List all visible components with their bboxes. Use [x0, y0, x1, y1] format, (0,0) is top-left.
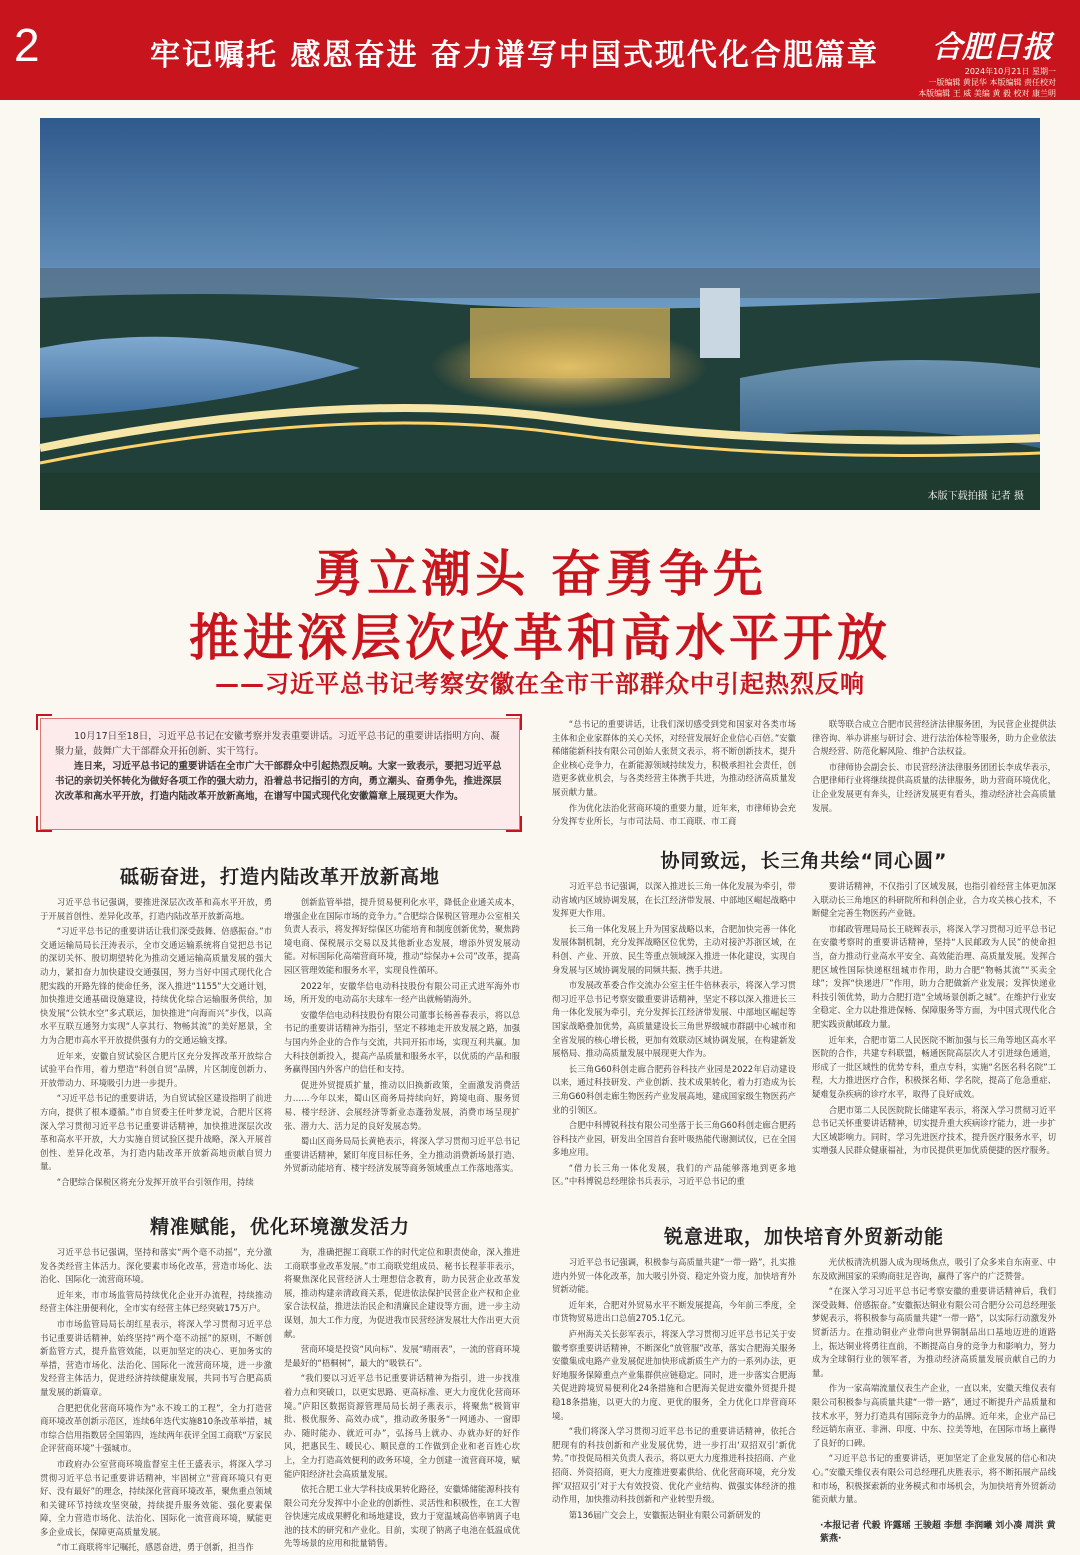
- paragraph: “在深入学习习近平总书记考察安徽的重要讲话精神后，我们深受鼓舞、倍感振奋。”安徽振达铜业有限公司合肥分公司总经理张梦妮表示，将积极参与高质量共建“一带一路”，以实际行动激发外贸新活力。在推动铜业产业带向世界铜制品出口基地迈进的道路上，振达铜业将勇往直前，不断提高自身的竞争力和影响力，努力成为全球铜行业的领军者，为推动经济高质量发展贡献自己的力量。: [812, 1286, 1056, 1378]
- editors-line-1: 一版编辑 黄昆华 本版编辑 责任校对: [928, 78, 1056, 87]
- paragraph: 安徽华信电动科技股份有限公司董事长杨善春表示，将以总书记的重要讲话精神为指引，坚定不移地走开放发展之路，加强与国内外企业的合作与交流，共同开拓市场，实现互利共赢。加大科技创新投入，提高产品质量和服务水平，以优质的产品和服务赢得国内外客户的信任和支持。: [284, 1009, 520, 1075]
- paragraph: 合肥把优化营商环境作为“永不竣工的工程”，全力打造营商环境改革创新示范区，连续6年迭代实施810条改革举措，城市综合信用指数居全国第四，连续两年获评全国工商联“万家民企评营商环境”十强城市。: [40, 1402, 272, 1454]
- publication-info: [856, 66, 1056, 99]
- article-column: [812, 718, 1056, 828]
- paragraph: “我们要以习近平总书记重要讲话精神为指引，进一步找准着力点和突破口，以更实思路、更高标准、更大力度优化营商环境。”庐阳区数据资源管理局局长胡子燕表示，将聚焦“极简审批、极优服务、高效办成”，推动政务服务“一网通办、一窗即办、随时能办、就近可办”，弘扬马上就办、办就办好的好作风，把惠民生、暖民心、顺民意的工作做到企业和老百姓心坎上，全力打造高效便利的政务环境，全力创建一流营商环境，赋能庐阳经济社会高质量发展。: [284, 1373, 520, 1479]
- paragraph: “借力长三角一体化发展，我们的产品能够落地到更多地区。”中科博锐总经理徐书兵表示，习近平总书记的重: [552, 1162, 796, 1187]
- intro-box: [40, 718, 520, 830]
- article-column: [40, 1246, 272, 1553]
- paragraph: “合肥综合保税区将充分发挥开放平台引领作用，持续: [56, 1176, 254, 1187]
- paragraph: 近年来，合肥市第二人民医院不断加强与长三角等地区高水平医院的合作，共建专科联盟，畅通医院高层次人才引进绿色通道，形成了一批区域性的优势专科，重点专科，实施“名医名科名院”工程，大力推进医疗合作，积极探名师、学名院，提高了危急重症、疑难复杂疾病的诊疗水平，取得了良好成效。: [812, 1034, 1056, 1099]
- paragraph: 市发展改革委合作交流办公室主任牛倍林表示，将深入学习贯彻习近平总书记考察安徽重要讲话精神，坚定不移以深入推进长三角一体化发展为牵引，充分发挥长江经济带发展、中部地区崛起等国家战略叠加优势，高质量建设长三角世界级城市群副中心城市和全省发展的核心增长极，更加有效联动区域协调发展，在构建新发展格局、推动高质量发展中展现更大作为。: [552, 980, 796, 1059]
- paragraph: 市邮政管理局局长王晓辉表示，将深入学习贯彻习近平总书记在安徽考察时的重要讲话精神，坚持“人民邮政为人民”的使命担当，奋力推动行业高水平安全、高效能治理、高质量发展。发挥合肥区域性国际快递枢纽城市作用，助力合肥“物畅其流”“买卖全球”；发挥“快递进厂”作用，助力合肥做新产业发展；发挥快递业科技引领优势，助力合肥打造“全域场景创新之城”。在维护行业安全稳定、全力以赴推进保畅、保障服务等方面，为中国式现代化合肥实践贡献邮政力量。: [812, 923, 1056, 1029]
- paragraph: 庐州海关关长彭军表示，将深入学习贯彻习近平总书记关于安徽考察重要讲话精神，不断深化“放管服”改革，落实合肥海关服务安徽集成电路产业发展促进加快形成新质生产力的一系列办法，更好地服务保障重点产业集群供应链稳定。同时，进一步落实合肥海关促进跨境贸易便利化24条措施和合肥海关促进安徽外贸提升提稳18条措施，以更大的力度、更优的服务，全力优化口岸营商环境。: [552, 1328, 796, 1421]
- paragraph: 近年来，安徽自贸试验区合肥片区充分发挥改革开放综合试验平台作用，着力塑造“科创自贸”品牌，片区制度创新力、开放带动力、环境吸引力进一步提升。: [40, 1050, 272, 1088]
- paragraph: “习近平总书记的重要讲话，为自贸试验区建设指明了前进方向，提供了根本遵循。”市自贸委主任叶梦龙说，合肥片区将深入学习贯彻习近平总书记重要讲话精神，加快推进深层次改革和高水平开放，大力实施自贸试验区提升战略，深入开展首创性、差异化改革，为打造内陆改革开放新高地贡献自贸力量。: [40, 1093, 272, 1172]
- paragraph: 习近平总书记强调，以深入推进长三角一体化发展为牵引，带动省域内区域协调发展，在长江经济带发展、中部地区崛起战略中发挥更大作用。: [552, 881, 796, 919]
- main-headline-line-1: 勇立潮头 奋勇争先: [313, 545, 767, 603]
- paragraph: “总书记的重要讲话，让我们深切感受到党和国家对各类市场主体和企业家群体的关心关怀，对经营发展好企业信心百倍。”安徽稀储能新科技有限公司创始人张贤文表示，将不断创新技术，提升企业核心竞争力，在新能源领域持续发力，积极承担社会责任，创造更多就业机会，与各类经营主体携手共进，为推动经济高质量发展贡献力量。: [552, 719, 796, 797]
- article-column: [40, 896, 272, 1198]
- main-headline-line-2: 推进深层次改革和高水平开放: [189, 609, 891, 667]
- pub-date: 2024年10月21日 星期一: [964, 67, 1056, 76]
- reporter-byline: ·本报记者 代毅 许露瑶 王骏超 李想 李润曦 刘小凑 周洪 黄紫燕·: [820, 1521, 1056, 1544]
- paragraph: 蜀山区商务局局长黄艳表示，将深入学习贯彻习近平总书记重要讲话精神，紧盯年度目标任务，全力推动消费新场景打造、外贸新动能培育、楼宇经济发展等商务领域重点工作落地落实。: [284, 1136, 520, 1174]
- paragraph: 创新监管举措，提升贸易便利化水平，降低企业通关成本，增强企业在国际市场的竞争力。”合肥综合保税区管理办公室相关负责人表示，将发挥好综保区功能培育和制度创新优势，聚焦跨境电商、保税展示交易以及其他新业态发展，增添外贸发展动能。对标国际化高端营商环境，推动“综保办+公司”改革，提高园区管理效能和服务水平，实现良性循环。: [284, 897, 520, 975]
- paragraph: “我们将深入学习贯彻习近平总书记的重要讲话精神，依托合肥现有的科技创新和产业发展优势，进一步打出‘双招双引’新优势。”市投促局相关负责人表示，将以更大力度推进科技招商、产业招商、外资招商，更大力度推进要素供给、优化营商环境，充分发挥‘双招双引’对于大有效投资、优化产业结构、做强实体经济的推动作用，加快推动科技创新和产业转型升级。: [552, 1426, 796, 1505]
- paragraph: 促进外贸提质扩量，推动以旧换新政策，全面激发消费活力……今年以来，蜀山区商务局持续向好，跨境电商、服务贸易、楼宇经济、会展经济等新业态蓬勃发展，消费市场呈现扩张、潜力大、活力足的良好发展态势。: [284, 1079, 520, 1131]
- paragraph: 依托合肥工业大学科技成果转化路径，安徽烯储能源科技有限公司充分发挥中小企业的创新性、灵活性和积极性，在工大智谷快速完成成果孵化和场地建设，致力于宽温域高倍率钠离子电池的技术的研究和产业化。目前，实现了钠离子电池在低温成优先等场景的应用和批量销售。: [284, 1484, 520, 1549]
- paragraph: 合肥中科博锐科技有限公司坐落于长三角G60科创走廊合肥药谷科技产业园，研发出全国首台套叶吸热能代谢测试仪，已在全国多地应用。: [552, 1120, 796, 1158]
- paragraph: 联等联合成立合肥市民营经济法律服务团，为民营企业提供法律咨询、举办讲座与研讨会、进行法治体检等服务，助力企业依法合规经营、防范化解风险、维护合法权益。: [812, 719, 1056, 757]
- article-column: [284, 1246, 520, 1549]
- paragraph: “习近平总书记的重要讲话让我们深受鼓舞、倍感振奋。”市交通运输局局长汪涛表示，全市交通运输系统将自觉把总书记的深切关怀、殷切期望转化为推动交通运输高质量发展的强大动力，紧扣奋力加快建设交通强国，努力当好中国式现代化合肥实践的开路先锋的使命任务，深入推进“1155”大交通计划，加快推进交通基础设施建设，持续优化综合运输服务供给，加快发展“公铁水空”多式联运，加快推进“向海而兴”步伐，以高水平互联互通努力实现“人享其行、物畅其流”的美好愿景，全力为合肥市高水平开放提供强有力的交通运输支撑。: [40, 926, 272, 1045]
- paragraph: 习近平总书记强调，坚持和落实“两个毫不动摇”，充分激发各类经营主体活力。深化要素市场化改革，营造市场化、法治化、国际化一流营商环境。: [40, 1247, 272, 1285]
- intro-corner-decoration: [506, 816, 522, 832]
- paragraph: 近年来，合肥对外贸易水平不断发展提高，今年前三季度，全市货物贸易进出口总值2705.1亿元。: [552, 1299, 796, 1324]
- banner-title: 牢记嘱托 感恩奋进 奋力谱写中国式现代化合肥篇章: [150, 38, 879, 73]
- paragraph: 习近平总书记强调，要推进深层次改革和高水平开放，勇于开展首创性、差异化改革，打造内陆改革开放新高地。: [40, 897, 272, 921]
- paragraph: 近年来，市市场监管局持续优化企业开办流程，持续推动经营主体注册便利化，全市实有经营主体已经突破175万户。: [40, 1289, 272, 1314]
- newspaper-logo: 合肥日报: [932, 30, 1052, 65]
- article-column: [284, 896, 520, 1198]
- paragraph: 市市场监管局局长胡红星表示，将深入学习贯彻习近平总书记重要讲话精神，始终坚持“两个毫不动摇”的原则，不断创新监管方式，提升监管效能，以更加坚定的决心、更加务实的举措，营造市场化、法治化、国际化一流营商环境，进一步激发经营主体活力，促进经济持续健康发展，共同书写合肥高质量发展的新篇章。: [40, 1318, 272, 1397]
- paragraph: 2022年，安徽华信电动科技股份有限公司正式进军海外市场，所开发的电动高尔夫球车一经产出就畅销海外。: [284, 980, 520, 1005]
- paragraph: 为，准确把握工商联工作的时代定位和职责使命，深入推进工商联事业改革发展。”市工商联党组成员、秘书长程菲菲表示，将聚焦深化民营经济人士理想信念教育，助力民营企业改革发展，推动构建亲清政商关系，促进依法保护民营企业产权和企业家合法权益，推进法治民企和清廉民企建设等方面，进一步主动谋划，加大工作力度，为促进我市民营经济发展壮大作出更大贡献。: [284, 1247, 520, 1339]
- article-column: [812, 880, 1056, 1202]
- paragraph: 作为优化法治化营商环境的重要力量，近年来，市律师协会充分发挥专业所长，与市司法局、市工商联、市工商: [552, 802, 796, 827]
- intro-paragraph-2: 连日来，习近平总书记的重要讲话在全市广大干部群众中引起热烈反响。大家一致表示，要把习近平总书记的亲切关怀转化为做好各项工作的强大动力，沿着总书记指引的方向，勇立潮头、奋勇争先，推进深层次改革和高水平开放，打造内陆改革开放新高地，在谱写中国式现代化安徽篇章上展现更大作为。: [55, 761, 502, 802]
- article-column: [552, 1256, 796, 1536]
- intro-corner-decoration: [506, 714, 522, 730]
- section-title: 砥砺奋进，打造内陆改革开放新高地: [119, 866, 440, 888]
- paragraph: 第136届广交会上，安徽振达铜业有限公司新研发的: [568, 1509, 761, 1520]
- subheadline: ——习近平总书记考察安徽在全市干部群众中引起热烈反响: [215, 670, 865, 698]
- editors-line-2: 本版编辑 王 威 美编 黄 毅 校对 康兰明: [918, 89, 1056, 98]
- aerial-city-night-image: [40, 118, 1040, 510]
- article-column: [552, 880, 796, 1202]
- paragraph: 长三角一体化发展上升为国家战略以来，合肥加快完善一体化发展体制机制，充分发挥战略区位优势，主动对接沪苏浙区域，在科创、产业、开放、民生等重点领域深入推进一体化建设，实现自身发展与区域协调发展的同频共振、携手共进。: [552, 923, 796, 975]
- article-column: [552, 718, 796, 828]
- page-number: 2: [14, 19, 40, 71]
- paragraph: 市政府办公室营商环境监督室主任王盛表示，将深入学习贯彻习近平总书记重要讲话精神，牢固树立“营商环境只有更好、没有最好”的理念，持续深化营商环境改革，聚焦重点领域和关键环节持续攻坚突破，持续提升服务效能、强化要素保障，全力营造市场化、法治化、国际化一流营商环境，赋能更多企业成长，保障更高质量发展。: [40, 1458, 272, 1537]
- paragraph: “市工商联将牢记嘱托，感恩奋进，勇于创新，担当作: [56, 1542, 254, 1553]
- section-title: 锐意进取，加快培育外贸新动能: [663, 1226, 944, 1248]
- section-title: 协同致远，长三角共绘“同心圆”: [660, 850, 948, 872]
- paragraph: 习近平总书记强调，积极参与高质量共建“一带一路”，扎实推进内外贸一体化改革，加大吸引外资、稳定外资力度，加快培育外贸新动能。: [552, 1257, 796, 1295]
- aerial-photo: [40, 118, 1040, 510]
- intro-corner-decoration: [36, 714, 52, 730]
- intro-paragraph-1: 10月17日至18日，习近平总书记在安徽考察并发表重要讲话。习近平总书记的重要讲话指明方向、凝聚力量，鼓舞广大干部群众开拓创新、实干笃行。: [55, 731, 500, 757]
- masthead-banner: [0, 0, 1080, 100]
- paragraph: 长三角G60科创走廊合肥药谷科技产业园是2022年启动建设以来，通过科技研发、产业创新、技术成果转化，着力打造成为长三角G60科创走廊生物医药产业发展高地，建成国家级生物医药产业的引领区。: [552, 1063, 796, 1115]
- section-title: 精准赋能，优化环境激发活力: [149, 1216, 410, 1238]
- paragraph: 光伏板清洗机器人成为现场焦点，吸引了众多来自东南亚、中东及欧洲国家的采购商驻足咨询，赢得了客户的广泛赞誉。: [812, 1257, 1056, 1281]
- paragraph: 市律师协会副会长、市民营经济法律服务团团长李成华表示，合肥律师行业将继续提供高质量的法律服务，助力营商环境优化，让企业发展更有奔头，让经济发展更有看头，推动经济社会高质量发展。: [812, 761, 1056, 813]
- paragraph: “习近平总书记的重要讲话，更加坚定了企业发展的信心和决心。”安徽天维仪表有限公司总经理孔庆胜表示，将不断拓展产品线和市场，积极探索新的业务模式和市场机会，为加快培育外贸新动能贡献力量。: [812, 1453, 1056, 1505]
- paragraph: 作为一家高端流量仪表生产企业，一直以来，安徽天维仪表有限公司积极参与高质量共建“一带一路”，通过不断提升产品质量和技术水平，努力打造具有国际竞争力的品牌。近年来，企业产品已经远销东南亚、非洲、印度、中东、拉美等地，在国际市场上赢得了良好的口碑。: [812, 1383, 1056, 1448]
- paragraph: 要讲话精神，不仅指引了区域发展，也指引着经营主体更加深入联动长三角地区的科研院所和科创企业，合力攻关核心技术，不断健全完善生物医药产业链。: [812, 881, 1056, 919]
- intro-corner-decoration: [36, 816, 52, 832]
- paragraph: 合肥市第二人民医院院长储建军表示，将深入学习贯彻习近平总书记关怀重要讲话精神，切实提升重大疾病诊疗能力，进一步扩大区域影响力。同时，学习先进医疗技术，提升医疗服务水平，切实增强人民群众健康福祉，为市民提供更加优质便捷的医疗服务。: [812, 1104, 1056, 1156]
- article-column: [812, 1256, 1056, 1514]
- paragraph: 营商环境是投资“风向标”、发展“晴雨表”，一流的营商环境是最好的“梧桐树”，最大的“吸铁石”。: [284, 1344, 520, 1368]
- photo-credit: 本版下载拍摄 记者 摄: [927, 491, 1024, 502]
